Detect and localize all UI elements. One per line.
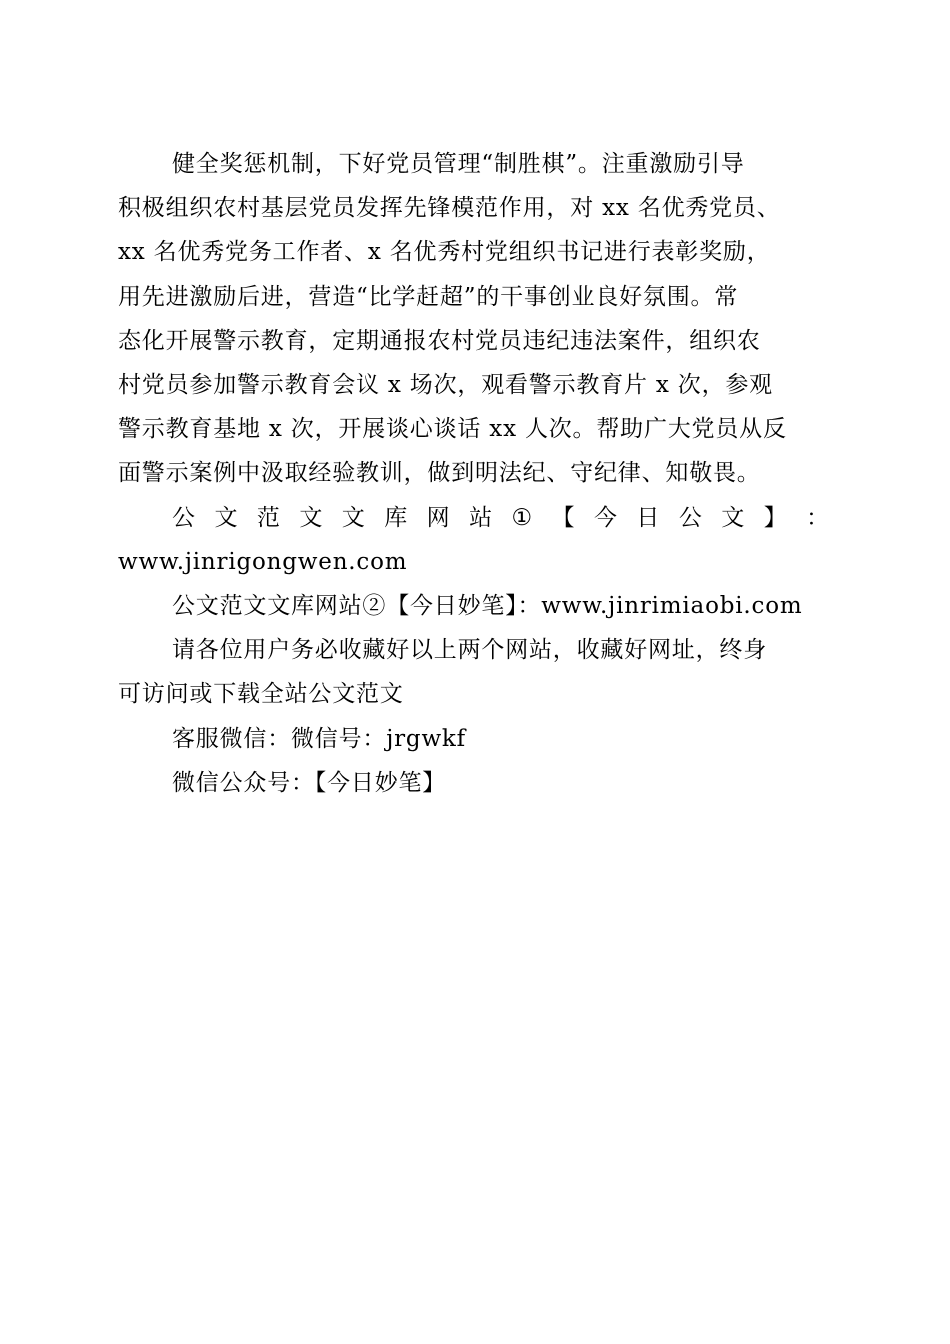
paragraph-line: 态化开展警示教育，定期通报农村党员违纪违法案件，组织农 xyxy=(118,327,761,354)
website-1-char: ： xyxy=(806,504,830,531)
paragraph-line: xx 名优秀党务工作者、x 名优秀村党组织书记进行表彰奖励， xyxy=(118,239,771,266)
wechat-official-account: 微信公众号：【今日妙笔】 xyxy=(172,769,447,796)
website-1-char: 日 xyxy=(636,504,661,531)
website-1-char: 【 xyxy=(551,504,576,531)
website-1-url: www.jinrigongwen.com xyxy=(118,548,408,575)
paragraph-line: 村党员参加警示教育会议 x 场次，观看警示教育片 x 次，参观 xyxy=(118,372,773,399)
website-1-char: 文 xyxy=(721,504,746,531)
paragraph-line: 面警示案例中汲取经验教训，做到明法纪、守纪律、知敬畏。 xyxy=(118,460,761,487)
notice-paragraph xyxy=(118,628,830,716)
website-1-char: 今 xyxy=(593,504,618,531)
website-1-char: 文 xyxy=(341,504,366,531)
website-1-char: 公 xyxy=(172,504,196,531)
website-1-char: 】 xyxy=(763,504,788,531)
website-1-char: ① xyxy=(511,504,533,531)
website-1-info xyxy=(118,496,830,584)
paragraph-line: 用先进激励后进，营造“比学赶超”的干事创业良好氛围。常 xyxy=(118,283,739,310)
paragraph-line: 警示教育基地 x 次，开展谈心谈话 xx 人次。帮助广大党员从反 xyxy=(118,416,787,443)
website-2-info: 公文范文文库网站②【今日妙笔】：www.jinrimiaobi.com xyxy=(172,593,803,620)
website-1-char: 文 xyxy=(214,504,239,531)
paragraph-line: 健全奖惩机制，下好党员管理“制胜棋”。注重激励引导 xyxy=(172,151,745,177)
website-1-char: 网 xyxy=(426,504,451,531)
notice-line: 请各位用户务必收藏好以上两个网站，收藏好网址，终身 xyxy=(172,637,767,664)
paragraph-reward-punishment xyxy=(118,142,830,496)
website-1-char: 公 xyxy=(678,504,703,531)
website-1-char: 范 xyxy=(256,504,281,531)
website-1-char: 站 xyxy=(469,504,493,531)
notice-line: 可访问或下载全站公文范文 xyxy=(118,681,404,708)
customer-service-wechat: 客服微信：微信号：jrgwkf xyxy=(172,725,466,752)
paragraph-line: 积极组织农村基层党员发挥先锋模范作用，对 xx 名优秀党员、 xyxy=(118,195,781,222)
website-1-label xyxy=(118,496,830,540)
website-1-char: 库 xyxy=(384,504,408,531)
document-body xyxy=(118,142,830,805)
website-1-char: 文 xyxy=(299,504,324,531)
